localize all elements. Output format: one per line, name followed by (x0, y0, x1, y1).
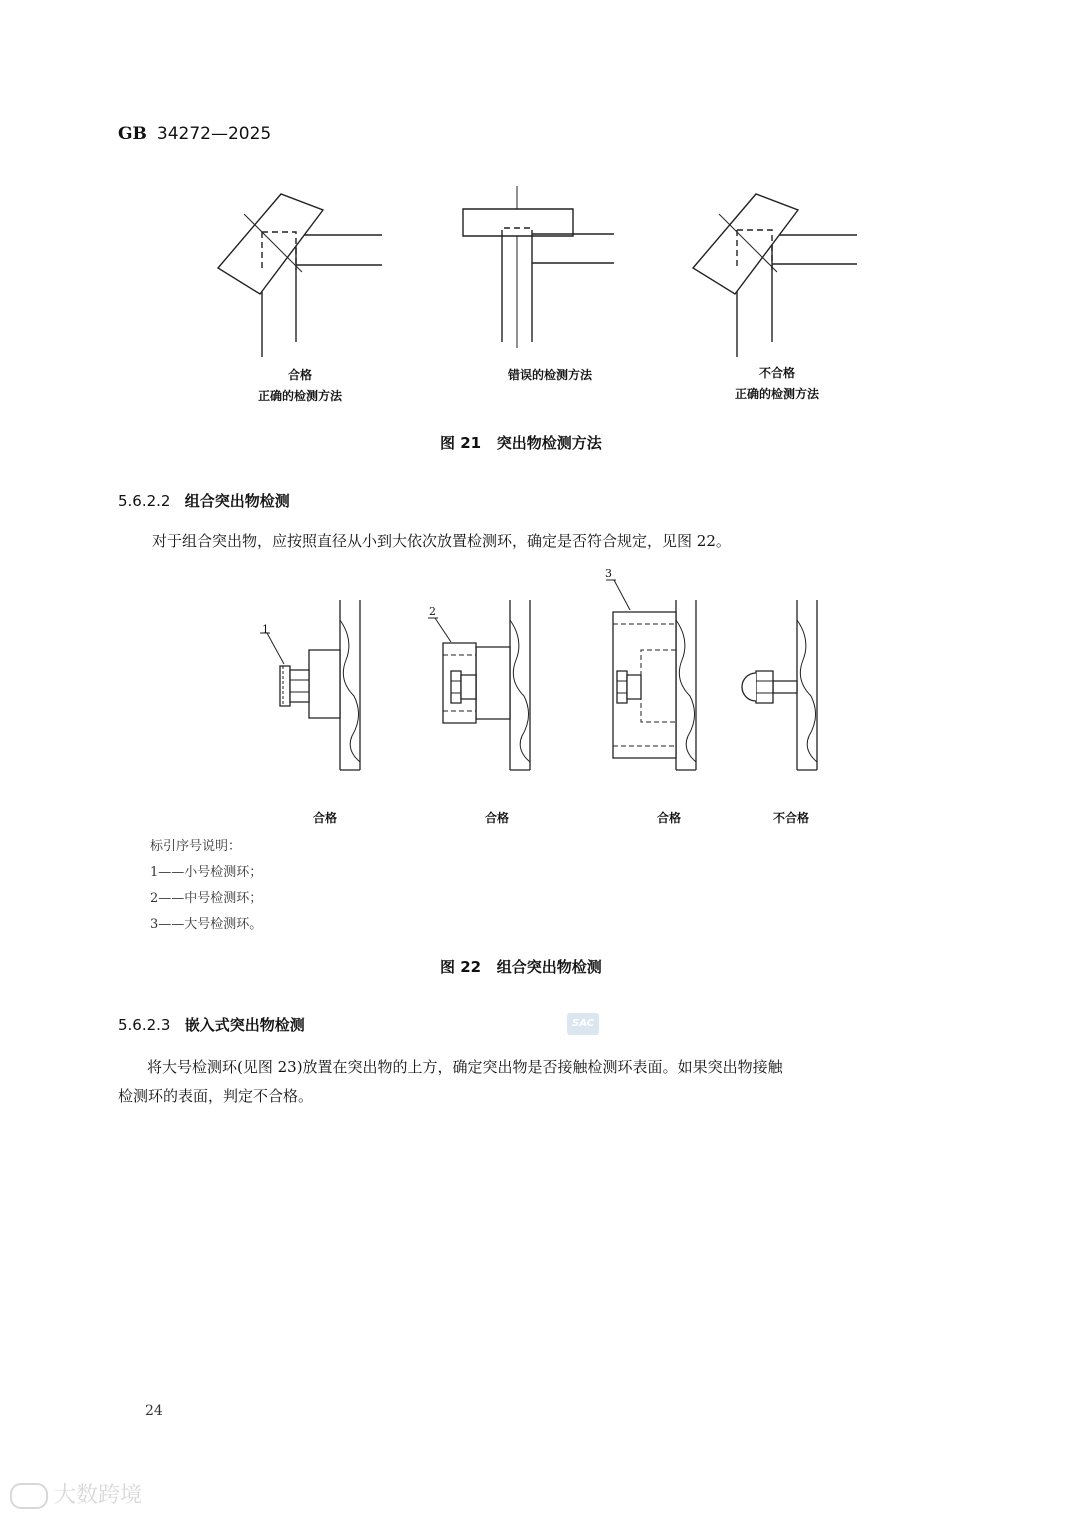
callout-2: 2 (429, 605, 436, 618)
fig22-label-2: 合格 (484, 811, 509, 825)
watermark-logo-icon (10, 1483, 48, 1509)
legend-item: 1——小号检测环； (150, 865, 263, 880)
fig22-legend (150, 834, 262, 938)
section-5622-heading (118, 490, 290, 511)
watermark-text: 大数跨境 (54, 1483, 143, 1508)
page-number: 24 (145, 1403, 163, 1419)
standard-number: 34272—2025 (156, 124, 272, 144)
fig21-right-status: 不合格 (758, 366, 795, 380)
section-5623-paragraph-line2: 检测环的表面，判定不合格。 (118, 1087, 314, 1105)
legend-title: 标引序号说明： (150, 839, 242, 854)
sac-stamp: SAC (567, 1013, 599, 1035)
fig21-fail-diagram (693, 194, 857, 357)
section-5622-paragraph: 对于组合突出物，应按照直径从小到大依次放置检测环，确定是否符合规定，见图 22。 (152, 532, 731, 550)
section-title: 组合突出物检测 (184, 492, 290, 510)
watermark (10, 1478, 142, 1509)
fig22-diagram-4 (742, 600, 817, 770)
fig21-middle-label (490, 365, 610, 386)
standard-prefix: GB (118, 124, 147, 144)
fig22-label-3: 合格 (656, 811, 681, 825)
figure-22-caption: 图 22 组合突出物检测 (440, 958, 602, 976)
figure-22-drawing (0, 560, 1080, 790)
fig21-pass-diagram (218, 194, 382, 357)
section-number: 5.6.2.2 (118, 492, 171, 510)
section-number: 5.6.2.3 (118, 1016, 171, 1034)
fig21-left-method: 正确的检测方法 (257, 389, 342, 403)
fig22-diagram-3 (606, 580, 696, 770)
fig22-diagram-1 (260, 600, 360, 770)
fig21-left-status: 合格 (287, 368, 312, 382)
legend-item: 3——大号检测环。 (150, 917, 263, 932)
fig21-wrong-diagram (463, 186, 614, 348)
fig21-right-method: 正确的检测方法 (734, 387, 819, 401)
section-5623-heading (118, 1014, 305, 1035)
fig22-diagram-2 (428, 600, 530, 770)
fig21-middle-method: 错误的检测方法 (507, 368, 592, 382)
fig22-label-1: 合格 (312, 811, 337, 825)
figure-21-caption: 图 21 突出物检测方法 (440, 434, 602, 452)
section-title: 嵌入式突出物检测 (184, 1016, 305, 1034)
fig21-right-label (727, 363, 827, 405)
callout-1: 1 (262, 623, 269, 636)
legend-item: 2——中号检测环； (150, 891, 263, 906)
callout-3: 3 (605, 567, 612, 580)
section-5623-paragraph-line1: 将大号检测环(见图 23)放置在突出物的上方，确定突出物是否接触检测环表面。如果突出物接触 (147, 1058, 783, 1076)
fig22-label-4: 不合格 (772, 811, 809, 825)
fig21-left-label (250, 365, 350, 407)
